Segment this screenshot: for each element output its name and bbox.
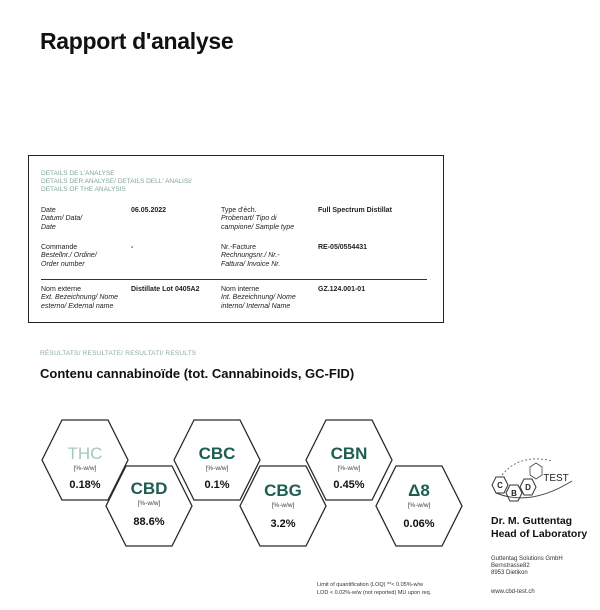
cbd-unit: [%-w/w]: [137, 500, 161, 507]
ext-name-label: Nom externe Ext. Bezeichnung/ Nome esterno/ External name: [41, 286, 119, 310]
cbc-label: CBC: [198, 444, 236, 463]
svg-text:D: D: [525, 483, 531, 492]
signatory-role: Head of Laboratory: [491, 528, 588, 540]
invoice-label: Nr.-Facture Rechnungsnr./ Nr.- Fattura/ Invoice Nr.: [221, 244, 281, 268]
svg-text:C: C: [497, 481, 503, 490]
results-title: Contenu cannabinoïde (tot. Cannabinoids, GC-FID): [40, 366, 355, 381]
report-title: Rapport d'analyse: [40, 28, 234, 54]
delta8-unit: [%-w/w]: [407, 502, 431, 509]
signatory-name: Dr. M. Guttentag: [491, 515, 573, 527]
cbn-value: 0.45%: [333, 479, 365, 491]
details-heading: DETAILS DE L'ANALYSE DETAILS DER ANALYSE/ DETAILS DELL' ANALISI/ DETAILS OF THE ANALYSIS: [41, 170, 192, 193]
company-website[interactable]: www.cbd-test.ch: [491, 589, 535, 595]
results-heading: RÉSULTATS/ RESULTATE/ RESULTATI/ RESULTS: [40, 350, 197, 357]
int-name-label: Nom interne Int. Bezeichnung/ Nome interno/ Internal Name: [221, 286, 296, 310]
company-address: Guttentag Solutions GmbH Bernstrasse82 8953 Dietikon: [491, 556, 563, 577]
svg-text:B: B: [511, 489, 517, 498]
svg-text:TEST: TEST: [543, 473, 569, 484]
hex-delta8-content: [377, 481, 461, 530]
int-name-value: GZ.124.001-01: [318, 286, 366, 293]
date-label: Date Datum/ Data/ Date: [41, 207, 83, 231]
cbc-unit: [%-w/w]: [205, 465, 229, 472]
thc-unit: [%-w/w]: [73, 465, 97, 472]
date-value: 06.05.2022: [131, 207, 167, 214]
order-value: -: [131, 244, 134, 251]
cbn-label: CBN: [330, 444, 368, 463]
cbn-unit: [%-w/w]: [337, 465, 361, 472]
cbg-unit: [%-w/w]: [271, 502, 295, 509]
sample-type-value: Full Spectrum Distillat: [318, 207, 392, 214]
thc-value: 0.18%: [69, 479, 101, 491]
cbd-test-logo: [490, 455, 580, 510]
loq-footnote: Limit of quantification (LOQ) **< 0.05%-w/w LOD < 0.02%-w/w (not reported) MU upon req.: [317, 582, 432, 596]
cbd-value: 88.6%: [133, 516, 165, 528]
order-label: Commande Bestellnr./ Ordine/ Order number: [41, 244, 97, 268]
delta8-value: 0.06%: [403, 518, 435, 530]
cbg-value: 3.2%: [270, 518, 296, 530]
sample-type-label: Type d'éch. Probenart/ Tipo di campione/ Sample type: [221, 207, 295, 231]
invoice-value: RE-05/0554431: [318, 244, 368, 251]
thc-label: THC: [67, 444, 103, 463]
ext-name-value: Distillate Lot 0405A2: [131, 286, 200, 293]
cbc-value: 0.1%: [204, 479, 230, 491]
cbd-label: CBD: [130, 479, 168, 498]
cbg-label: CBG: [264, 481, 302, 500]
delta8-label: Δ8: [408, 481, 430, 500]
